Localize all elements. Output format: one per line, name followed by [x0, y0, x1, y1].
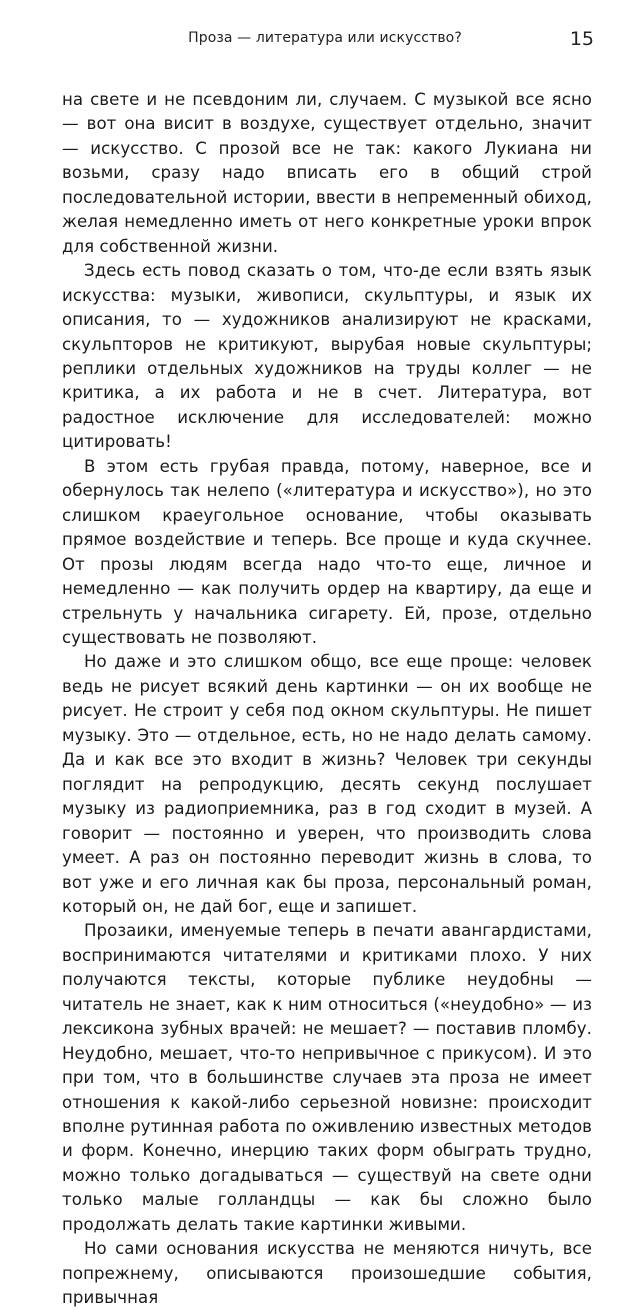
page-header: [62, 28, 594, 56]
paragraph-3: В этом есть грубая правда, потому, наверное, все и обернулось так нелепо («литература и искусство»), но это слишком краеугольное основание, чтобы оказывать прямое воздействие и теперь. Все проще и куда скучнее. От прозы людям всегда надо что-то еще, личное и немедленно — как получить ордер на квартиру, да еще и стрельнуть у начальника сигарету. Ей, прозе, отдельно существовать не позволяют.: [62, 456, 592, 647]
body-text: [62, 88, 592, 1311]
page-number: 15: [569, 28, 594, 50]
paragraph-5: Прозаики, именуемые теперь в печати авангардистами, воспринимаются читателями и критиками плохо. У них получаются тексты, которые публике неудобны — читатель не знает, как к ним относиться («неудобно» — из лексикона зубных врачей: не мешает? — поставив пломбу. Неудобно, мешает, что-то непривычное с прикусом). И это при том, что в большинстве случаев эта проза не имеет отношения к какой-либо серьезной новизне: происходит вполне рутинная работа по оживлению известных методов и форм. Конечно, инерцию таких форм обыграть трудно, можно только догадываться — существуй на свете одни только малые голландцы — как бы сложно было продолжать делать такие картинки живыми.: [62, 921, 592, 1234]
paragraph-1: на свете и не псевдоним ли, случаем. С музыкой все ясно — вот она висит в воздухе, существует отдельно, значит — искусство. С прозой все не так: какого Лукиана ни возьми, сразу надо вписать его в общий строй последовательной истории, ввести в непременный обиход, желая немедленно иметь от него конкретные уроки впрок для собственной жизни.: [62, 90, 592, 256]
paragraph-4: Но даже и это слишком общо, все еще проще: человек ведь не рисует всякий день картинки — он их вообще не рисует. Не строит у себя под окном скульптуры. Не пишет музыку. Это — отдельное, есть, но не надо делать самому. Да и как все это входит в жизнь? Человек три секунды поглядит на репродукцию, десять секунд послушает музыку из радиоприемника, раз в год сходит в музей. А говорит — постоянно и уверен, что производить слова умеет. А раз он постоянно переводит жизнь в слова, то вот уже и его личная как бы проза, персональный роман, который он, не дай бог, еще и запишет.: [62, 652, 592, 916]
running-title: Проза — литература или искусство?: [188, 30, 462, 46]
paragraph-2: Здесь есть повод сказать о том, что-де если взять язык искусства: музыки, живописи, скульптуры, и язык их описания, то — художников анализируют не красками, скульпторов не критикуют, вырубая новые скульптуры; реплики отдельных художников на труды коллег — не критика, а их работа и не в счет. Литература, вот радостное исключение для исследователей: можно цитировать!: [62, 261, 592, 452]
paragraph-6: Но сами основания искусства не меняются ничуть, все попрежнему, описываются произошедшие события, привычная: [62, 1239, 592, 1308]
